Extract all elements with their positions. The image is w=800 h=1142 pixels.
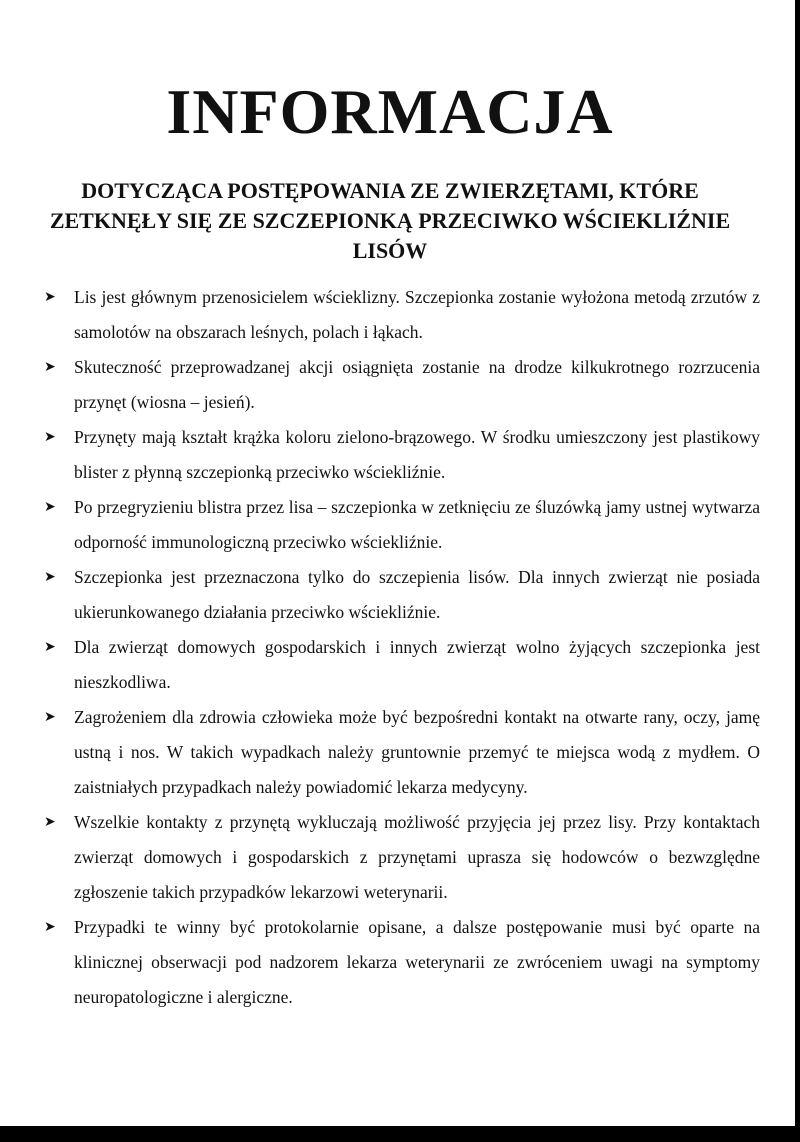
arrow-bullet-icon: ➤: [44, 500, 56, 515]
page-title: INFORMACJA: [166, 76, 614, 147]
page-subtitle: DOTYCZĄCA POSTĘPOWANIA ZE ZWIERZĘTAMI, KTÓRE ZETKNĘŁY SIĘ ZE SZCZEPIONKĄ PRZECIWKO WŚCIEKLIŹNIE LISÓW: [49, 178, 731, 263]
bullet-text: Lis jest głównym przenosicielem wścieklizny. Szczepionka zostanie wyłożona metodą zrzutów z samolotów na obszarach leśnych, polach i łąkach.: [74, 287, 760, 342]
bullet-text: Wszelkie kontakty z przynętą wykluczają możliwość przyjęcia jej przez lisy. Przy kontaktach zwierząt domowych i gospodarskich z przynętami uprasza się hodowców o bezwzględne zgłoszenie takich przypadków lekarzowi weterynarii.: [74, 812, 760, 902]
arrow-bullet-icon: ➤: [44, 290, 56, 305]
bullet-text: Skuteczność przeprowadzanej akcji osiągnięta zostanie na drodze kilkukrotnego rozrzucenia przynęt (wiosna – jesień).: [74, 357, 760, 412]
bullet-list: [40, 280, 760, 1015]
list-item: [40, 420, 760, 490]
list-item: [40, 350, 760, 420]
bullet-text: Szczepionka jest przeznaczona tylko do szczepienia lisów. Dla innych zwierząt nie posiada ukierunkowanego działania przeciwko wściekliźnie.: [74, 567, 760, 622]
arrow-bullet-icon: ➤: [44, 430, 56, 445]
bullet-text: Przynęty mają kształt krążka koloru zielono-brązowego. W środku umieszczony jest plastikowy blister z płynną szczepionką przeciwko wściekliźnie.: [74, 427, 760, 482]
bullet-text: Zagrożeniem dla zdrowia człowieka może być bezpośredni kontakt na otwarte rany, oczy, jamę ustną i nos. W takich wypadkach należy gruntownie przemyć te miejsca wodą z mydłem. O zaistniałych przypadkach należy powiadomić lekarza medycyny.: [74, 707, 760, 797]
scan-border-right: [795, 0, 800, 1142]
scan-border-bottom: [0, 1126, 800, 1142]
list-item: [40, 910, 760, 1015]
list-item: [40, 700, 760, 805]
arrow-bullet-icon: ➤: [44, 640, 56, 655]
list-item: [40, 805, 760, 910]
bullet-text: Przypadki te winny być protokolarnie opisane, a dalsze postępowanie musi być oparte na klinicznej obserwacji pod nadzorem lekarza weterynarii ze zwróceniem uwagi na symptomy neuropatologiczne i alergiczne.: [74, 917, 760, 1007]
arrow-bullet-icon: ➤: [44, 920, 56, 935]
bullet-text: Dla zwierząt domowych gospodarskich i innych zwierząt wolno żyjących szczepionka jest nieszkodliwa.: [74, 637, 760, 692]
arrow-bullet-icon: ➤: [44, 710, 56, 725]
arrow-bullet-icon: ➤: [44, 360, 56, 375]
arrow-bullet-icon: ➤: [44, 815, 56, 830]
arrow-bullet-icon: ➤: [44, 570, 56, 585]
list-item: [40, 490, 760, 560]
list-item: [40, 280, 760, 350]
list-item: [40, 630, 760, 700]
list-item: [40, 560, 760, 630]
bullet-text: Po przegryzieniu blistra przez lisa – szczepionka w zetknięciu ze śluzówką jamy ustnej wytwarza odporność immunologiczną przeciwko wściekliźnie.: [74, 497, 760, 552]
